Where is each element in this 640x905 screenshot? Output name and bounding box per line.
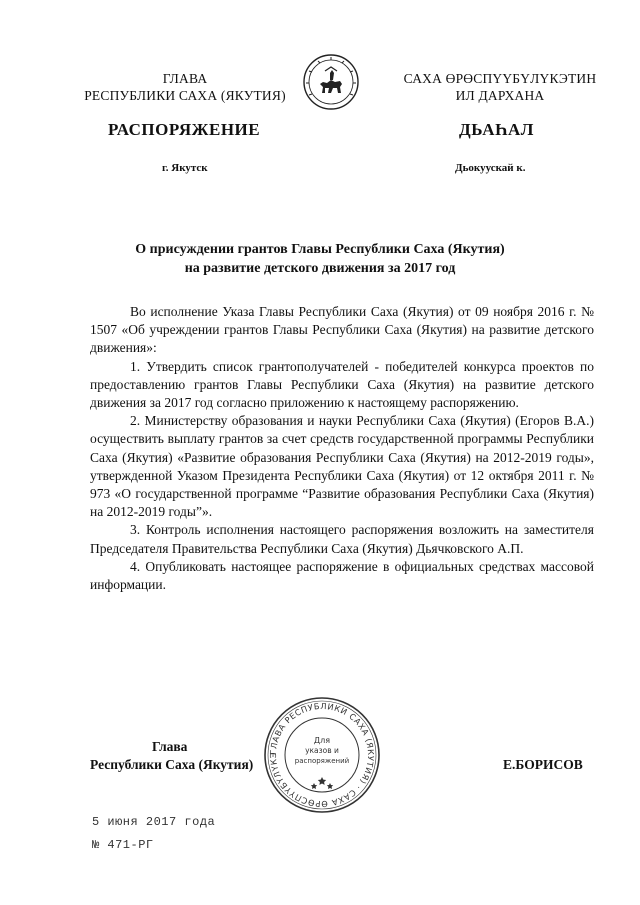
issuer-ru-line1: ГЛАВА: [162, 71, 208, 86]
stamp-stars-icon: [311, 777, 333, 789]
preamble-paragraph: Во исполнение Указа Главы Республики Саха (Якутия) от 09 ноября 2016 г. № 1507 «Об учреждении грантов Главы Республики Саха (Якутия) на развитие детского движения»:: [90, 304, 594, 356]
stamp-center-line1: Для: [313, 736, 331, 745]
clause-3-paragraph: 3. Контроль исполнения настоящего распоряжения возложить на заместителя Председателя Правительства Республики Саха (Якутия) Дьячковского А.П.: [90, 522, 594, 556]
signatory-name: Е.БОРИСОВ: [503, 757, 583, 772]
document-date: 5 июня 2017 года: [92, 815, 216, 829]
city-sah: Дьокуускай к.: [455, 162, 526, 174]
document-title: [0, 240, 640, 278]
stamp-ring-text: ГЛАВА РЕСПУБЛИКИ САХА (ЯКУТИЯ) · САХА ӨРӨСПҮҮБҮЛҮКЭ: [267, 700, 377, 810]
stamp-center-line3: распоряжений: [294, 757, 350, 765]
issuer-sah-line1: САХА ӨРӨСПҮҮБҮЛҮКЭТИН: [403, 71, 597, 86]
clause-4-paragraph: 4. Опубликовать настоящее распоряжение в официальных средствах массовой информации.: [90, 558, 594, 593]
clause-1-paragraph: 1. Утвердить список грантополучателей - победителей конкурса проектов по предоставлению грантов Главы Республики Саха (Якутия) на развитие детского движения за 2017 год согласно приложению к настоящему распоряжению.: [90, 358, 594, 411]
issuer-sah: [380, 70, 620, 104]
document-body: [90, 303, 594, 594]
stamp-center-line2: указов и: [305, 746, 339, 755]
document-number: № 471-РГ: [92, 838, 154, 852]
title-line2: на развитие детского движения за 2017 год: [184, 261, 456, 276]
signatory-position-line2: Республики Саха (Якутия): [90, 757, 254, 772]
coat-of-arms-emblem: [301, 53, 361, 111]
issuer-ru-line2: РЕСПУБЛИКИ САХА (ЯКУТИЯ): [84, 88, 286, 103]
title-line1: О присуждении грантов Главы Республики Саха (Якутия): [135, 242, 505, 257]
clause-2-paragraph: 2. Министерству образования и науки Республики Саха (Якутия) (Егоров В.А.) осуществить выплату грантов за счет средств государственной программы Республики Саха (Якутия) «Развитие образования Республики Саха (Якутия) на 2012-2019 годы», утвержденной Указом Президента Республики Саха (Якутия) от 12 октября 2011 г. № 973 «О государственной программе “Развитие образования Республики Саха (Якутия) на 2012-2019 годы”».: [90, 413, 594, 520]
issuer-ru: [60, 70, 310, 104]
signatory-position-line1: Глава: [152, 739, 188, 754]
doc-type-ru: РАСПОРЯЖЕНИЕ: [108, 120, 261, 139]
official-stamp: [262, 695, 382, 815]
issuer-sah-line2: ИЛ ДАРХАНА: [455, 88, 545, 103]
city-ru: г. Якутск: [162, 162, 208, 174]
doc-type-sah: ДЬАҺАЛ: [459, 120, 534, 139]
